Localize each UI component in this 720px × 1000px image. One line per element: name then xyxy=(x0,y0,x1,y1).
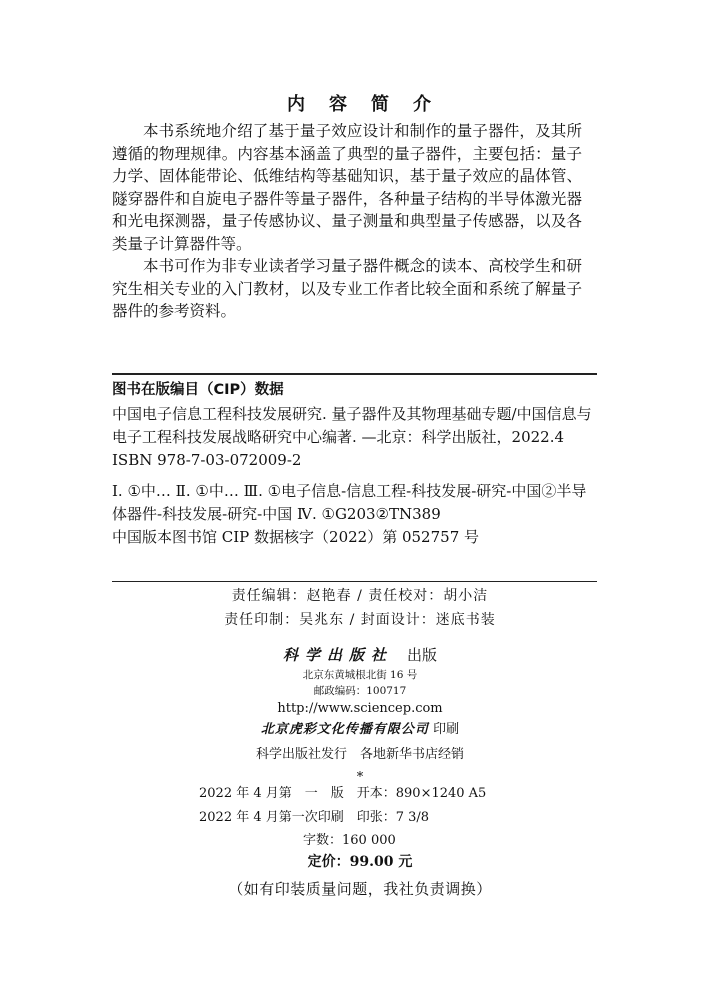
publisher-logo-text: 科学出版社 xyxy=(282,646,393,664)
impression-line: 2022 年 4 月第一次印刷 印张：7 3/8 xyxy=(199,810,430,825)
cip-record: 中国版本图书馆 CIP 数据核字（2022）第 052757 号 xyxy=(112,528,480,546)
title-char: 介 xyxy=(413,94,433,115)
abstract xyxy=(112,120,582,323)
title-char: 简 xyxy=(371,94,391,115)
credits xyxy=(0,584,720,632)
printer-suffix: 印刷 xyxy=(433,722,460,737)
printer-name: 北京虎彩文化传播有限公司 xyxy=(260,722,429,737)
quality-note: （如有印装质量问题，我社负责调换） xyxy=(228,880,492,898)
cip-entry: 中国电子信息工程科技发展研究. 量子器件及其物理基础专题/中国信息与电子工程科技发展战略研究中心编著. —北京：科学出版社，2022.4 xyxy=(112,405,592,446)
cip-isbn: ISBN 978-7-03-072009-2 xyxy=(112,451,302,469)
cip-top-rule xyxy=(112,373,597,375)
publisher-suffix: 出版 xyxy=(407,646,438,664)
title-char: 容 xyxy=(329,94,349,115)
publisher-postcode: 邮政编码：100717 xyxy=(313,685,407,697)
separator-star: * xyxy=(356,770,364,785)
word-count: 字数：160 000 xyxy=(303,833,396,848)
section-title xyxy=(0,90,720,116)
editor-credits: 责任编辑：赵艳春 / 责任校对：胡小洁 xyxy=(231,588,489,604)
printing-credits: 责任印制：吴兆东 / 封面设计：迷底书装 xyxy=(224,612,496,628)
cip-bottom-rule xyxy=(112,581,597,582)
publisher-name xyxy=(0,643,720,667)
publisher-url: http://www.sciencep.com xyxy=(277,701,443,716)
abstract-paragraph: 本书可作为非专业读者学习量子器件概念的读本、高校学生和研究生相关专业的入门教材，以及专业工作者比较全面和系统了解量子器件的参考资料。 xyxy=(112,257,582,320)
distribution-line: 科学出版社发行 各地新华书店经销 xyxy=(255,747,464,762)
printer-line xyxy=(0,719,720,741)
cip-title: 图书在版编目（CIP）数据 xyxy=(112,382,284,398)
abstract-paragraph: 本书系统地介绍了基于量子效应设计和制作的量子器件，及其所遵循的物理规律。内容基本涵盖了典型的量子器件，主要包括：量子力学、固体能带论、低维结构等基础知识，基于量子效应的晶体管、隧穿器件和自旋电子器件等量子器件，各种量子结构的半导体激光器和光电探测器，量子传感协议、量子测量和典型量子传感器，以及各类量子计算器件等。 xyxy=(112,122,582,253)
cip-block xyxy=(112,377,597,549)
edition-line: 2022 年 4 月第 一 版 开本：890×1240 A5 xyxy=(199,786,487,801)
title-char: 内 xyxy=(287,94,307,115)
publisher-address: 北京东黄城根北街 16 号 xyxy=(302,669,418,681)
cip-classification: Ⅰ. ①中… Ⅱ. ①中… Ⅲ. ①电子信息-信息工程-科技发展-研究-中国②半导体器件-科技发展-研究-中国 Ⅳ. ①G203②TN389 xyxy=(112,482,587,523)
publisher-block xyxy=(0,643,720,789)
price: 定价：99.00 元 xyxy=(307,854,413,870)
print-specs xyxy=(199,782,519,852)
